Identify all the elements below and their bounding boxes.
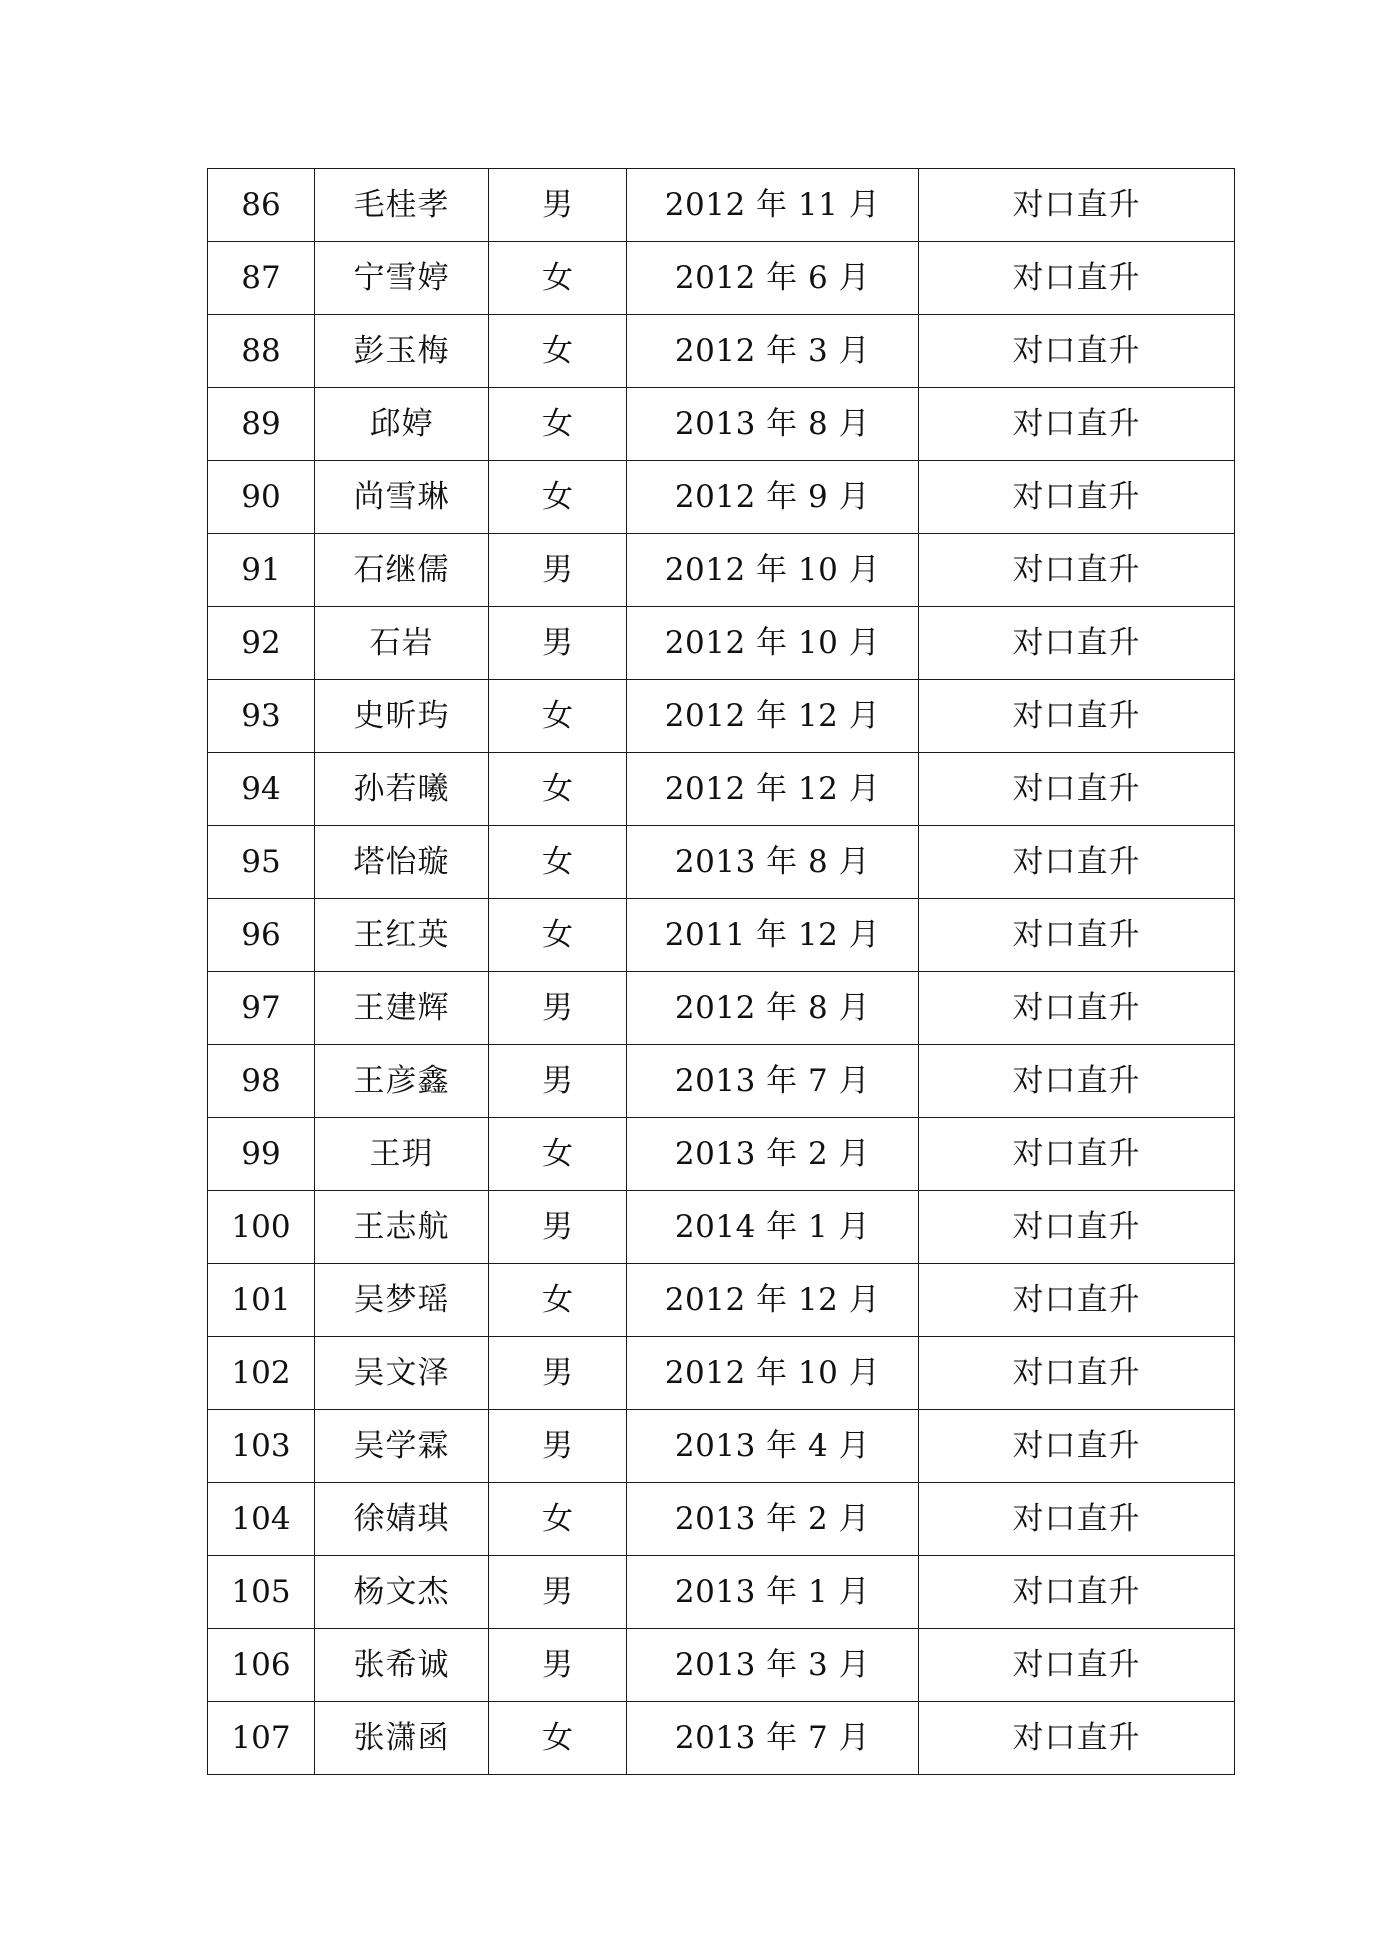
student-name-cell: 王玥 xyxy=(315,1118,489,1191)
table-row xyxy=(208,680,1235,753)
date-cell: 2012 年 12 月 xyxy=(627,1264,919,1337)
table-row xyxy=(208,1337,1235,1410)
table-row xyxy=(208,1702,1235,1775)
gender-cell: 男 xyxy=(489,607,627,680)
student-name-cell: 王彦鑫 xyxy=(315,1045,489,1118)
student-name-cell: 杨文杰 xyxy=(315,1556,489,1629)
student-name-cell: 王建辉 xyxy=(315,972,489,1045)
row-number-cell: 96 xyxy=(208,899,315,972)
gender-cell: 男 xyxy=(489,1410,627,1483)
admission-status-cell: 对口直升 xyxy=(919,1410,1235,1483)
gender-cell: 女 xyxy=(489,1702,627,1775)
date-cell: 2012 年 6 月 xyxy=(627,242,919,315)
row-number-cell: 101 xyxy=(208,1264,315,1337)
student-name-cell: 石岩 xyxy=(315,607,489,680)
admission-status-cell: 对口直升 xyxy=(919,461,1235,534)
admission-status-cell: 对口直升 xyxy=(919,1702,1235,1775)
table-row xyxy=(208,1118,1235,1191)
gender-cell: 男 xyxy=(489,169,627,242)
date-cell: 2013 年 7 月 xyxy=(627,1045,919,1118)
row-number-cell: 97 xyxy=(208,972,315,1045)
admission-status-cell: 对口直升 xyxy=(919,1556,1235,1629)
student-name-cell: 塔怡璇 xyxy=(315,826,489,899)
date-cell: 2012 年 10 月 xyxy=(627,1337,919,1410)
date-cell: 2013 年 8 月 xyxy=(627,388,919,461)
date-cell: 2013 年 2 月 xyxy=(627,1118,919,1191)
admission-status-cell: 对口直升 xyxy=(919,388,1235,461)
table-row xyxy=(208,169,1235,242)
admission-status-cell: 对口直升 xyxy=(919,753,1235,826)
date-cell: 2014 年 1 月 xyxy=(627,1191,919,1264)
admission-status-cell: 对口直升 xyxy=(919,607,1235,680)
student-name-cell: 徐婧琪 xyxy=(315,1483,489,1556)
gender-cell: 男 xyxy=(489,972,627,1045)
table-row xyxy=(208,899,1235,972)
table-row xyxy=(208,388,1235,461)
table-row xyxy=(208,534,1235,607)
table-row xyxy=(208,1483,1235,1556)
row-number-cell: 92 xyxy=(208,607,315,680)
student-name-cell: 尚雪琳 xyxy=(315,461,489,534)
table-row xyxy=(208,753,1235,826)
student-roster-table xyxy=(207,168,1235,1775)
student-name-cell: 王志航 xyxy=(315,1191,489,1264)
admission-status-cell: 对口直升 xyxy=(919,826,1235,899)
student-name-cell: 张希诚 xyxy=(315,1629,489,1702)
student-name-cell: 王红英 xyxy=(315,899,489,972)
gender-cell: 女 xyxy=(489,1483,627,1556)
admission-status-cell: 对口直升 xyxy=(919,315,1235,388)
student-name-cell: 吴梦瑶 xyxy=(315,1264,489,1337)
gender-cell: 女 xyxy=(489,753,627,826)
student-name-cell: 毛桂孝 xyxy=(315,169,489,242)
row-number-cell: 90 xyxy=(208,461,315,534)
gender-cell: 女 xyxy=(489,461,627,534)
student-name-cell: 石继儒 xyxy=(315,534,489,607)
student-name-cell: 张潇函 xyxy=(315,1702,489,1775)
row-number-cell: 104 xyxy=(208,1483,315,1556)
date-cell: 2013 年 3 月 xyxy=(627,1629,919,1702)
student-name-cell: 吴文泽 xyxy=(315,1337,489,1410)
row-number-cell: 87 xyxy=(208,242,315,315)
date-cell: 2013 年 8 月 xyxy=(627,826,919,899)
table-row xyxy=(208,1410,1235,1483)
date-cell: 2013 年 1 月 xyxy=(627,1556,919,1629)
gender-cell: 女 xyxy=(489,1118,627,1191)
student-name-cell: 吴学霖 xyxy=(315,1410,489,1483)
date-cell: 2012 年 9 月 xyxy=(627,461,919,534)
student-name-cell: 史昕玙 xyxy=(315,680,489,753)
table-row xyxy=(208,1045,1235,1118)
row-number-cell: 88 xyxy=(208,315,315,388)
student-name-cell: 孙若曦 xyxy=(315,753,489,826)
table-row xyxy=(208,1264,1235,1337)
admission-status-cell: 对口直升 xyxy=(919,534,1235,607)
admission-status-cell: 对口直升 xyxy=(919,1629,1235,1702)
date-cell: 2012 年 3 月 xyxy=(627,315,919,388)
date-cell: 2012 年 10 月 xyxy=(627,607,919,680)
admission-status-cell: 对口直升 xyxy=(919,1045,1235,1118)
row-number-cell: 95 xyxy=(208,826,315,899)
student-name-cell: 邱婷 xyxy=(315,388,489,461)
date-cell: 2012 年 11 月 xyxy=(627,169,919,242)
admission-status-cell: 对口直升 xyxy=(919,1337,1235,1410)
table-row xyxy=(208,315,1235,388)
gender-cell: 男 xyxy=(489,1191,627,1264)
date-cell: 2012 年 12 月 xyxy=(627,753,919,826)
gender-cell: 女 xyxy=(489,899,627,972)
date-cell: 2013 年 4 月 xyxy=(627,1410,919,1483)
table-row xyxy=(208,1629,1235,1702)
table-row xyxy=(208,607,1235,680)
row-number-cell: 93 xyxy=(208,680,315,753)
admission-status-cell: 对口直升 xyxy=(919,899,1235,972)
date-cell: 2012 年 10 月 xyxy=(627,534,919,607)
admission-status-cell: 对口直升 xyxy=(919,680,1235,753)
admission-status-cell: 对口直升 xyxy=(919,1483,1235,1556)
table-row xyxy=(208,972,1235,1045)
admission-status-cell: 对口直升 xyxy=(919,1118,1235,1191)
table-row xyxy=(208,826,1235,899)
student-name-cell: 宁雪婷 xyxy=(315,242,489,315)
gender-cell: 女 xyxy=(489,680,627,753)
table-row xyxy=(208,242,1235,315)
gender-cell: 男 xyxy=(489,1045,627,1118)
admission-status-cell: 对口直升 xyxy=(919,242,1235,315)
row-number-cell: 99 xyxy=(208,1118,315,1191)
gender-cell: 女 xyxy=(489,388,627,461)
date-cell: 2013 年 2 月 xyxy=(627,1483,919,1556)
gender-cell: 男 xyxy=(489,1629,627,1702)
table-body xyxy=(208,169,1235,1775)
gender-cell: 男 xyxy=(489,1337,627,1410)
row-number-cell: 100 xyxy=(208,1191,315,1264)
row-number-cell: 107 xyxy=(208,1702,315,1775)
admission-status-cell: 对口直升 xyxy=(919,972,1235,1045)
date-cell: 2011 年 12 月 xyxy=(627,899,919,972)
row-number-cell: 89 xyxy=(208,388,315,461)
gender-cell: 女 xyxy=(489,315,627,388)
row-number-cell: 105 xyxy=(208,1556,315,1629)
admission-status-cell: 对口直升 xyxy=(919,169,1235,242)
gender-cell: 女 xyxy=(489,1264,627,1337)
date-cell: 2013 年 7 月 xyxy=(627,1702,919,1775)
date-cell: 2012 年 8 月 xyxy=(627,972,919,1045)
gender-cell: 男 xyxy=(489,1556,627,1629)
row-number-cell: 103 xyxy=(208,1410,315,1483)
admission-status-cell: 对口直升 xyxy=(919,1264,1235,1337)
row-number-cell: 102 xyxy=(208,1337,315,1410)
table-row xyxy=(208,1191,1235,1264)
admission-status-cell: 对口直升 xyxy=(919,1191,1235,1264)
gender-cell: 男 xyxy=(489,534,627,607)
table-row xyxy=(208,1556,1235,1629)
gender-cell: 女 xyxy=(489,242,627,315)
row-number-cell: 106 xyxy=(208,1629,315,1702)
row-number-cell: 91 xyxy=(208,534,315,607)
table-row xyxy=(208,461,1235,534)
row-number-cell: 86 xyxy=(208,169,315,242)
row-number-cell: 94 xyxy=(208,753,315,826)
row-number-cell: 98 xyxy=(208,1045,315,1118)
student-name-cell: 彭玉梅 xyxy=(315,315,489,388)
gender-cell: 女 xyxy=(489,826,627,899)
date-cell: 2012 年 12 月 xyxy=(627,680,919,753)
